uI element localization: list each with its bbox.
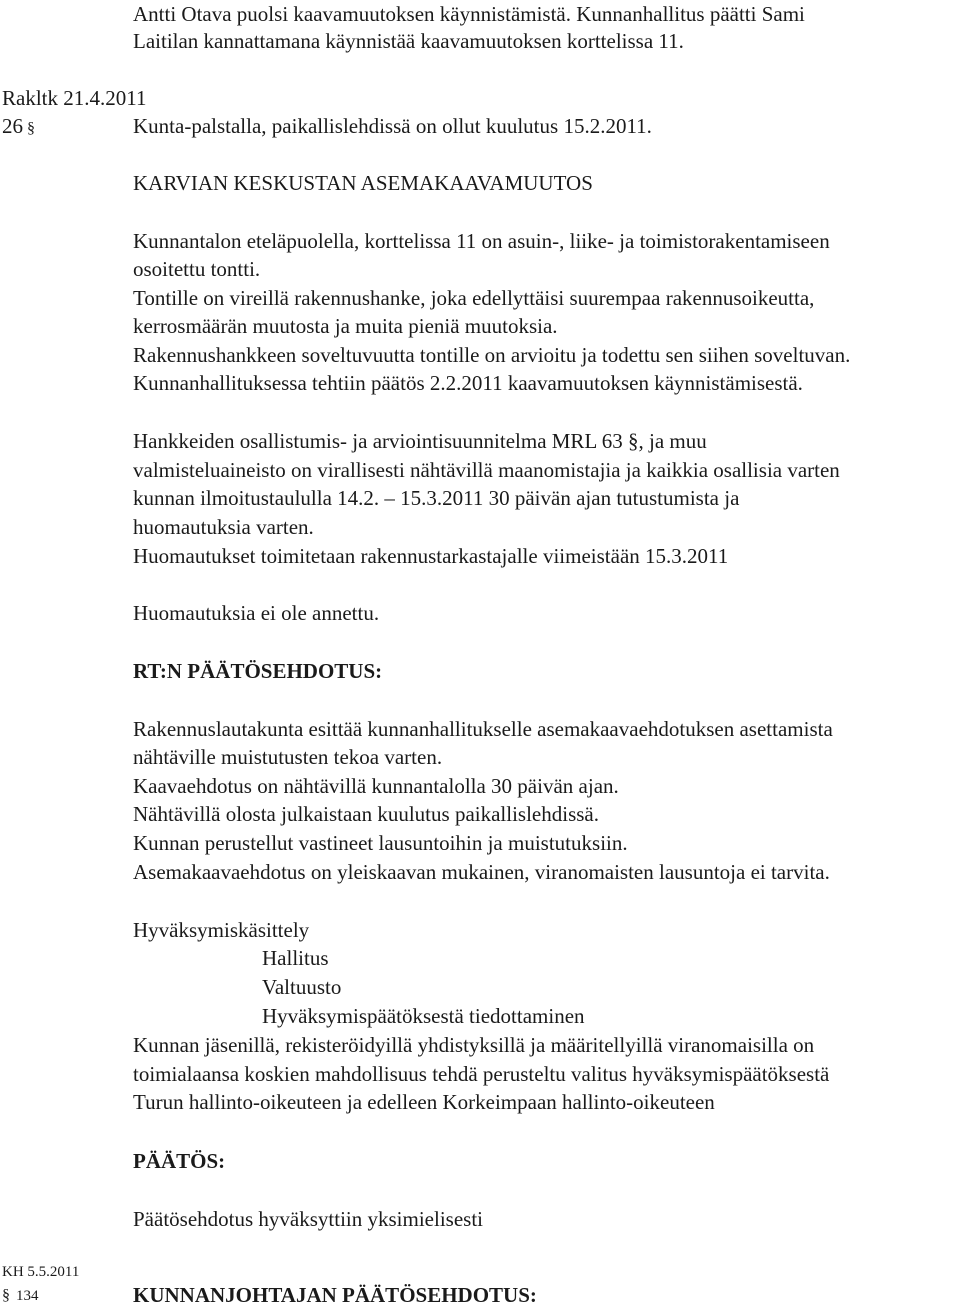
- paragraph1-line: Tontille on vireillä rakennushanke, joka edellyttäisi suurempaa rakennusoikeutta,: [133, 286, 815, 310]
- approval-step: Hyväksymispäätöksestä tiedottaminen: [262, 1004, 585, 1028]
- paragraph1-line: Kunnanhallituksessa tehtiin päätös 2.2.2011 kaavamuutoksen käynnistämisestä.: [133, 371, 803, 395]
- section-symbol: §: [27, 120, 35, 137]
- proposal-heading: RT:N PÄÄTÖSEHDOTUS:: [133, 659, 383, 683]
- notice-text: Kunta-palstalla, paikallislehdissä on ollut kuulutus 15.2.2011.: [133, 114, 652, 138]
- footer-section-symbol: §: [2, 1287, 10, 1304]
- proposal-line: nähtäville muistutusten tekoa varten.: [133, 745, 443, 769]
- proposal-line: Asemakaavaehdotus on yleiskaavan mukainen, viranomaisten lausuntoja ei tarvita.: [133, 860, 830, 884]
- footer-number-value: 134: [16, 1288, 39, 1304]
- paragraph1-line: osoitettu tontti.: [133, 257, 261, 281]
- no-remarks-text: Huomautuksia ei ole annettu.: [133, 601, 380, 625]
- proposal-line: Rakennuslautakunta esittää kunnanhallitukselle asemakaavaehdotuksen asettamista: [133, 717, 833, 741]
- approval-step: Valtuusto: [262, 975, 342, 999]
- paragraph2-line: Huomautukset toimitetaan rakennustarkastajalle viimeistään 15.3.2011: [133, 544, 729, 568]
- paragraph1-line: Rakennushankkeen soveltuvuutta tontille on arvioitu ja todettu sen siihen soveltuvan.: [133, 343, 851, 367]
- paragraph2-line: huomautuksia varten.: [133, 515, 314, 539]
- intro-line-2: Laitilan kannattamana käynnistää kaavamuutoksen korttelissa 11.: [133, 29, 684, 53]
- paragraph1-line: Kunnantalon eteläpuolella, korttelissa 11 on asuin-, liike- ja toimistorakentamiseen: [133, 229, 830, 253]
- kh-date: KH 5.5.2011: [2, 1264, 80, 1280]
- approval-title: Hyväksymiskäsittely: [133, 918, 310, 942]
- paragraph2-line: valmisteluaineisto on virallisesti nähtävillä maanomistajia ja kaikkia osallisia varten: [133, 458, 840, 482]
- footer-number: [2, 1286, 39, 1306]
- approval-text-line: toimialaansa koskien mahdollisuus tehdä perusteltu valitus hyväksymispäätöksestä: [133, 1062, 830, 1086]
- proposal-line: Nähtävillä olosta julkaistaan kuulutus paikallislehdissä.: [133, 802, 599, 826]
- paragraph1-line: kerrosmäärän muutosta ja muita pieniä muutoksia.: [133, 314, 558, 338]
- proposal-line: Kaavaehdotus on nähtävillä kunnantalolla 30 päivän ajan.: [133, 774, 619, 798]
- approval-text-line: Turun hallinto-oikeuteen ja edelleen Korkeimpaan hallinto-oikeuteen: [133, 1090, 715, 1114]
- approval-step: Hallitus: [262, 946, 329, 970]
- document-heading: KARVIAN KESKUSTAN ASEMAKAAVAMUUTOS: [133, 171, 593, 195]
- approval-text-line: Kunnan jäsenillä, rekisteröidyillä yhdistyksillä ja määritellyillä viranomaisilla on: [133, 1033, 815, 1057]
- reference-number: [2, 112, 47, 143]
- reference-date: Rakltk 21.4.2011: [2, 86, 147, 110]
- reference-number-value: 26: [2, 114, 23, 138]
- decision-heading: PÄÄTÖS:: [133, 1149, 226, 1173]
- paragraph2-line: Hankkeiden osallistumis- ja arviointisuunnitelma MRL 63 §, ja muu: [133, 429, 707, 453]
- decision-text: Päätösehdotus hyväksyttiin yksimielisesti: [133, 1207, 483, 1231]
- footer-heading: KUNNANJOHTAJAN PÄÄTÖSEHDOTUS:: [133, 1283, 537, 1307]
- proposal-line: Kunnan perustellut vastineet lausuntoihin ja muistutuksiin.: [133, 831, 628, 855]
- paragraph2-line: kunnan ilmoitustaululla 14.2. – 15.3.2011 30 päivän ajan tutustumista ja: [133, 486, 740, 510]
- intro-line-1: Antti Otava puolsi kaavamuutoksen käynnistämistä. Kunnanhallitus päätti Sami: [133, 2, 805, 26]
